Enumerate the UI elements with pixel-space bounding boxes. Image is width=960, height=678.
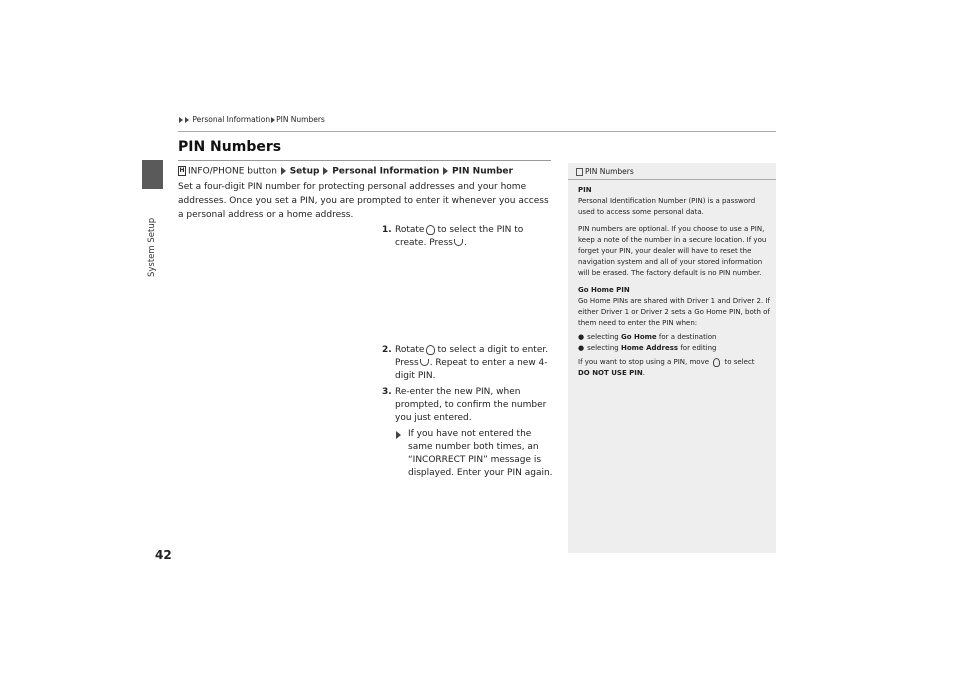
step-text: to select the PIN to create. Press (395, 225, 524, 248)
menu-arrow-icon (323, 167, 328, 175)
breadcrumb-arrow-icon (179, 117, 183, 123)
reference-icon (576, 168, 583, 176)
breadcrumb-arrow-icon (271, 117, 275, 123)
menu-path-item: PIN Number (452, 166, 513, 177)
gohome-heading: Go Home PIN (578, 286, 630, 294)
menu-arrow-icon (281, 167, 286, 175)
home-button-icon: H (179, 167, 185, 174)
pin-section (578, 185, 772, 218)
step-text: to select a digit to enter. Press (395, 345, 549, 368)
menu-path-item: Setup (289, 166, 320, 177)
breadcrumb-item[interactable]: PIN Numbers (276, 115, 325, 124)
step-text: . Repeat to enter a new 4-digit PIN. (395, 358, 548, 381)
intro-paragraph: Set a four-digit PIN number for protecting personal addresses and your home addresses. Once you set a PIN, you are prompted to enter it whenever you access a personal address or a home address. (178, 182, 549, 220)
gohome-text: Go Home PINs are shared with Driver 1 and Driver 2. If either Driver 1 or Driver 2 sets a Go Home PIN, both of them need to enter the PIN when: (578, 297, 770, 327)
interface-dial-press-icon (420, 359, 429, 366)
gohome-section (578, 285, 772, 329)
breadcrumb-item[interactable]: Personal Information (192, 115, 271, 124)
sidebar-body (578, 185, 772, 385)
list-item: ● selecting Go Home for a destination (578, 332, 772, 343)
section-tab-marker (142, 160, 163, 189)
info-sidebar (568, 163, 776, 553)
pin-heading: PIN (578, 186, 592, 194)
step-1 (382, 224, 552, 250)
step-note (395, 428, 553, 480)
step-number: 2. (382, 345, 392, 355)
interface-dial-move-icon (713, 358, 720, 367)
menu-path-button: INFO/PHONE button (188, 166, 277, 177)
step-note-text: If you have not entered the same number both times, an “INCORRECT PIN” message is displayed. Enter your PIN again. (408, 429, 553, 478)
step-text: Re-enter the new PIN, when prompted, to confirm the number you just entered. (395, 387, 547, 423)
interface-dial-press-icon (454, 239, 463, 246)
page-title: PIN Numbers (178, 139, 282, 155)
interface-dial-rotate-icon (426, 225, 435, 235)
breadcrumb (178, 115, 325, 124)
header-divider (178, 131, 776, 132)
step-number: 1. (382, 225, 392, 235)
interface-dial-rotate-icon (426, 345, 435, 355)
menu-path-item: Personal Information (332, 166, 440, 177)
step-2 (382, 344, 552, 383)
sidebar-header (576, 167, 634, 176)
note-arrow-icon (396, 431, 401, 439)
page-number: 42 (155, 548, 172, 562)
step-text: Rotate (395, 225, 425, 235)
pin-text: Personal Identification Number (PIN) is a password used to access some personal data. (578, 197, 756, 216)
step-3 (382, 386, 552, 425)
list-item: ● selecting Home Address for editing (578, 343, 772, 354)
gohome-conditions-list (578, 332, 772, 354)
stop-pin-text: If you want to stop using a PIN, move to select DO NOT USE PIN. (578, 358, 755, 377)
step-text: Rotate (395, 345, 425, 355)
step-text: . (463, 238, 467, 248)
optional-text: PIN numbers are optional. If you choose to use a PIN, keep a note of the number in a secure location. If you forget your PIN, your dealer will have to reset the navigation system and all of your stored information will be erased. The factory default is no PIN number. (578, 225, 767, 277)
step-number: 3. (382, 387, 392, 397)
menu-path (178, 166, 513, 177)
sidebar-header-label: PIN Numbers (585, 167, 634, 176)
section-side-label: System Setup (147, 217, 157, 277)
title-divider (178, 160, 551, 161)
breadcrumb-arrow-icon (185, 117, 189, 123)
sidebar-divider (568, 179, 776, 180)
menu-arrow-icon (443, 167, 448, 175)
